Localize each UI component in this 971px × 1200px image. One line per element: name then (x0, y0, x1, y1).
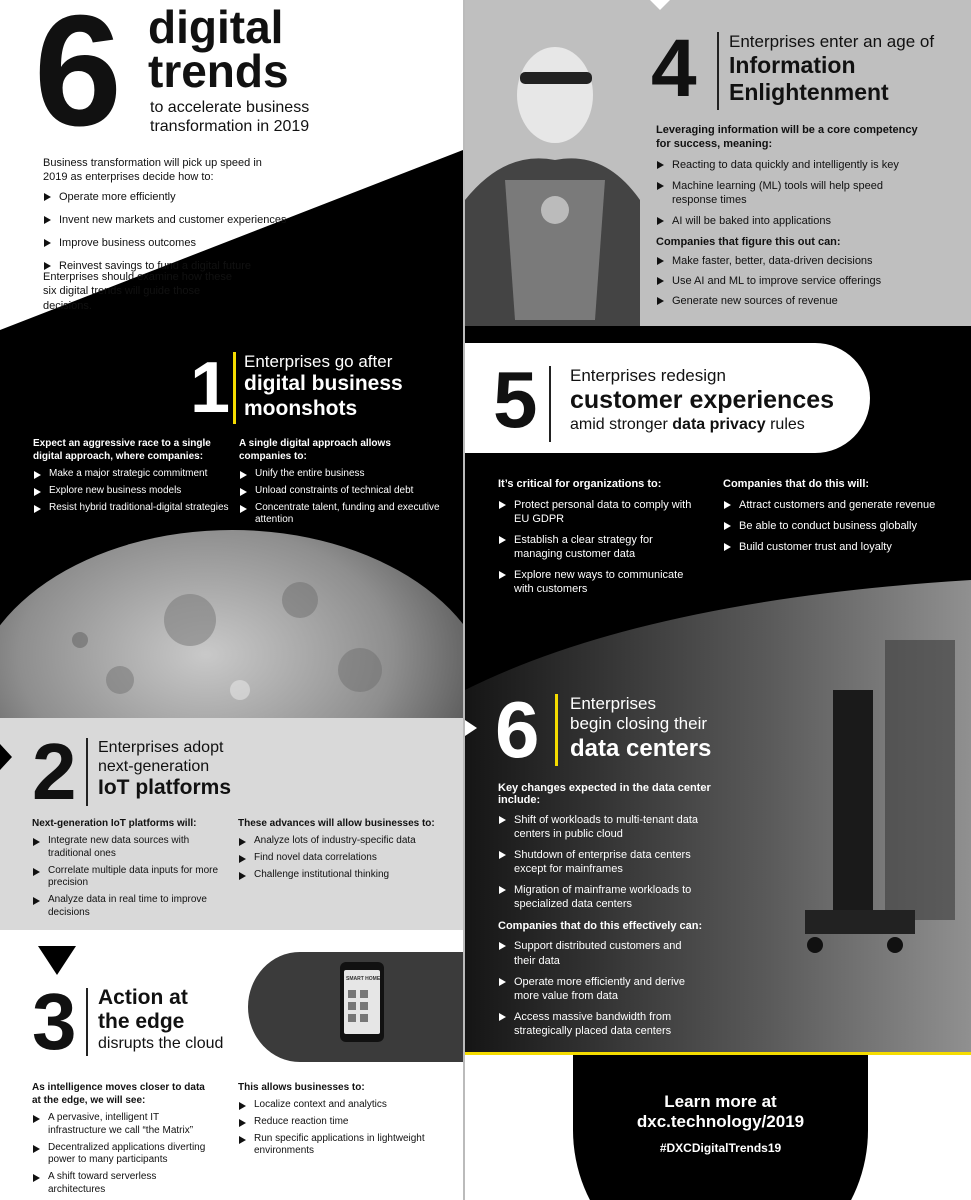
trend5-divider (549, 366, 551, 442)
robot-image (517, 47, 593, 143)
trend1-heading-light: Enterprises go after (244, 352, 393, 371)
trend3-left-head: As intelligence moves closer to data at the edge, we will see: (32, 1082, 205, 1106)
list-item: Unload constraints of technical debt (239, 485, 444, 498)
trend6-heading-light-1: Enterprises (570, 694, 656, 713)
list-item: Analyze data in real time to improve decisions (32, 894, 232, 920)
cta-hashtag[interactable]: #DXCDigitalTrends19 (659, 1140, 782, 1155)
intro-closing: Enterprises should examine how these six digital trends will guide those decisions. (43, 271, 232, 312)
left-column (0, 0, 463, 1200)
trend6-heading-bold: data centers (570, 734, 712, 762)
trend5-heading-light-1: Enterprises redesign (570, 366, 726, 385)
intro-list (43, 190, 343, 277)
list-item: Unify the entire business (239, 468, 444, 481)
list-item: Generate new sources of revenue (656, 294, 931, 308)
list-item: Operate more efficiently (43, 190, 343, 204)
list-item: Machine learning (ML) tools will help speed response times (656, 179, 931, 207)
trend3-heading-bold-1: Action at (98, 986, 188, 1009)
list-item: Run specific applications in lightweight environments (238, 1133, 438, 1159)
intro-title-line-2: trends (148, 44, 289, 97)
list-item: Make faster, better, data-driven decisions (656, 254, 931, 268)
down-arrow-icon (38, 946, 76, 975)
trend1-right-head: A single digital approach allows companies to: (239, 438, 391, 462)
trend1-divider (233, 352, 236, 424)
list-item: Reinvest savings to fund a digital future (43, 259, 343, 273)
trend3-heading-bold-2: the edge (98, 1010, 185, 1034)
list-item: Decentralized applications diverting power to many participants (32, 1142, 212, 1168)
list-item: Make a major strategic commitment (33, 468, 233, 481)
list-item: Establish a clear strategy for managing customer data (498, 533, 698, 561)
trend4-head-1: Leveraging information will be a core competency for success, meaning: (656, 124, 918, 150)
list-item: Be able to conduct business globally (723, 519, 958, 533)
list-item: Integrate new data sources with traditional ones (32, 835, 232, 861)
trend3-divider (86, 988, 88, 1056)
list-item: A shift toward serverless architectures (32, 1171, 212, 1197)
list-item: Invent new markets and customer experiences (43, 213, 343, 227)
trend6-head-2: Companies that do this effectively can: (498, 920, 703, 933)
trend5-heading-bold: customer experiences (570, 386, 835, 415)
trend3-right-head: This allows businesses to: (238, 1082, 365, 1093)
trend5-heading-light-2a: amid stronger (570, 416, 673, 434)
trend2-divider (86, 738, 88, 806)
list-item: Explore new business models (33, 485, 233, 498)
trend2-heading-bold: IoT platforms (98, 776, 232, 800)
trend5-number: 5 (493, 355, 538, 444)
list-item: Access massive bandwidth from strategically placed data centers (498, 1010, 698, 1038)
list-item: Operate more efficiently and derive more value from data (498, 975, 698, 1003)
list-item: Support distributed customers and their data (498, 939, 698, 967)
list-item: Shift of workloads to multi-tenant data centers in public cloud (498, 813, 713, 841)
list-item: Protect personal data to comply with EU GDPR (498, 498, 698, 526)
trend1-left-head: Expect an aggressive race to a single digital approach, where companies: (33, 438, 211, 462)
intro-title-line-1: digital (148, 1, 284, 53)
cta-line-1: Learn more at (664, 1092, 777, 1111)
intro-subtitle-line-2: transformation in 2019 (150, 118, 310, 136)
list-item: Challenge institutional thinking (238, 869, 453, 882)
list-item: Shutdown of enterprise data centers except for mainframes (498, 848, 713, 876)
list-item: Concentrate talent, funding and executive attention (239, 502, 444, 528)
intro-lead: Business transformation will pick up speed in 2019 as enterprises decide how to: (43, 157, 262, 184)
trend6-head-1: Key changes expected in the data center include: (498, 782, 711, 806)
trend5-right-head: Companies that do this will: (723, 478, 870, 490)
list-item: Explore new ways to communicate with customers (498, 568, 698, 596)
trend6-heading-light-2: begin closing their (570, 714, 708, 734)
trend1-heading-bold-1: digital business (244, 372, 403, 396)
trend5-heading-bold-2: data privacy (672, 416, 766, 434)
trend1-number: 1 (190, 348, 231, 428)
trend4-head-2: Companies that figure this out can: (656, 235, 841, 248)
trend4-heading-light: Enterprises enter an age of (729, 32, 935, 51)
list-item: A pervasive, intelligent IT infrastructure we call “the Matrix” (32, 1112, 212, 1138)
phone-screen-label: SMART HOME (346, 976, 381, 982)
trend2-heading-light-1: Enterprises adopt (98, 739, 224, 756)
right-column (465, 0, 971, 1200)
trend3-number: 3 (32, 977, 77, 1066)
trend4-divider (717, 32, 719, 110)
list-item: Find novel data correlations (238, 852, 453, 865)
list-item: Reacting to data quickly and intelligently is key (656, 158, 931, 172)
list-item: AI will be baked into applications (656, 214, 931, 228)
list-item: Correlate multiple data inputs for more precision (32, 865, 232, 891)
trend4-heading-bold-2: Enlightenment (729, 78, 889, 105)
trend6-number: 6 (495, 685, 540, 774)
trend5-left-head: It’s critical for organizations to: (498, 478, 662, 490)
trend2-number: 2 (32, 727, 77, 816)
list-item: Use AI and ML to improve service offerings (656, 274, 931, 288)
list-item: Build customer trust and loyalty (723, 540, 958, 554)
list-item: Attract customers and generate revenue (723, 498, 958, 512)
trend1-heading-bold-2: moonshots (244, 396, 358, 420)
list-item: Analyze lots of industry-specific data (238, 835, 453, 848)
trend5-heading-light-2b: rules (765, 416, 805, 434)
list-item: Localize context and analytics (238, 1099, 438, 1112)
trend2-heading-light-2: next-generation (98, 758, 210, 776)
trend6-divider (555, 694, 558, 766)
trend3-heading-light: disrupts the cloud (98, 1035, 224, 1053)
list-item: Improve business outcomes (43, 236, 343, 250)
cta-link[interactable]: dxc.technology/2019 (636, 1112, 805, 1132)
list-item: Migration of mainframe workloads to specialized data centers (498, 883, 713, 911)
intro-big-number: 6 (34, 0, 122, 159)
list-item: Reduce reaction time (238, 1116, 438, 1129)
list-item: Resist hybrid traditional-digital strategies (33, 502, 233, 515)
trend4-heading-bold-1: Information (729, 52, 856, 79)
trend2-left-head: Next-generation IoT platforms will: (32, 818, 197, 829)
trend4-number: 4 (651, 23, 697, 114)
trend2-right-head: These advances will allow businesses to: (238, 818, 435, 829)
intro-subtitle-line-1: to accelerate business (150, 99, 310, 116)
